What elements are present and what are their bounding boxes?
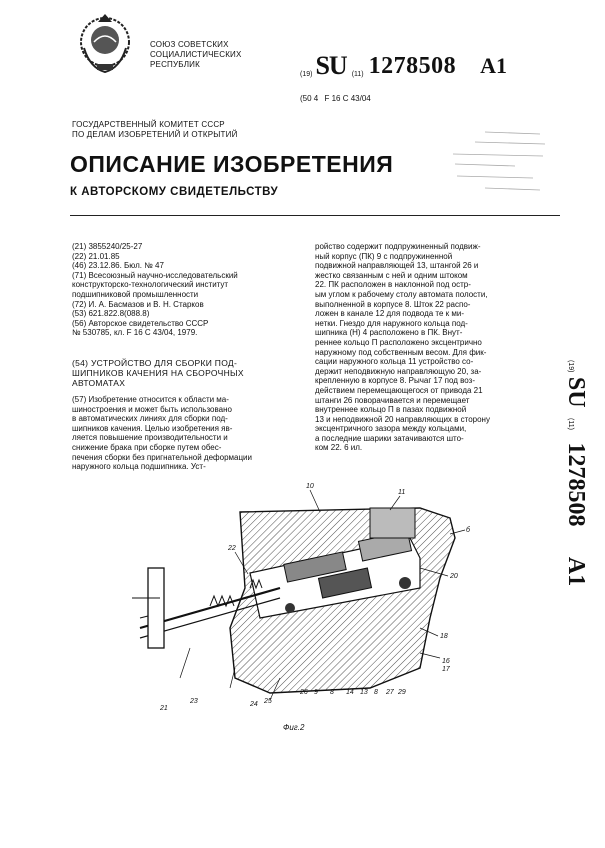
code-11: (11) <box>351 71 364 78</box>
biblio-line: подшипниковой промышленности <box>72 289 199 299</box>
drawing-label: 24 <box>250 701 258 708</box>
abstract-line: реннее кольцо П расположено эксцентрично <box>315 337 482 347</box>
drawing-label: 14 <box>346 689 354 696</box>
library-stamp <box>445 124 550 199</box>
drawing-label: 22 <box>228 545 236 552</box>
ipc-value: F 16 C 43/04 <box>324 94 371 103</box>
abstract-line: а последние шарики затачиваются што- <box>315 433 464 443</box>
abstract-line: действием перемещающегося от привода 21 <box>315 385 483 395</box>
abstract-line: ком 22. 6 ил. <box>315 443 363 453</box>
abstract-line: держит неподвижную направляющую 20, за- <box>315 366 482 376</box>
side-patent-number-value: 1278508 <box>563 442 589 527</box>
invention-title-line: ШИПНИКОВ КАЧЕНИЯ НА СБОРОЧНЫХ <box>72 368 244 378</box>
biblio-line: (72) И. А. Басмазов и В. Н. Старков <box>72 299 204 309</box>
abstract-line: ложен в канале 12 для подвода те к ми- <box>315 309 465 319</box>
drawing-label: 10 <box>306 483 314 490</box>
invention-title <box>72 358 302 388</box>
ipc-code: (50 4 <box>300 94 319 103</box>
drawing-label: 27 <box>386 689 394 696</box>
abstract-line: наружному под собственным весом. Для фик- <box>315 347 487 357</box>
drawing-label: 29 <box>398 689 406 696</box>
abstract-line: нетки. Гнездо для наружного кольца под- <box>315 318 468 328</box>
figure-caption: Фиг.2 <box>283 723 305 732</box>
union-name <box>150 40 242 70</box>
abstract-line: штанги 26 поворачивается и перемещает <box>315 395 470 405</box>
side-patent-number <box>555 360 595 700</box>
drawing-label: 20 <box>450 573 458 580</box>
abstract-line: шипников качения. Целью изобретения яв- <box>72 423 233 433</box>
drawing-label: 11 <box>398 489 406 496</box>
committee-line: ПО ДЕЛАМ ИЗОБРЕТЕНИЙ И ОТКРЫТИЙ <box>72 130 238 139</box>
union-line: СОЦИАЛИСТИЧЕСКИХ <box>150 50 242 59</box>
abstract-line: выполненной в корпусе 8. Шток 22 распо- <box>315 299 471 309</box>
biblio-line: (71) Всесоюзный научно-исследовательский <box>72 270 238 280</box>
side-code-11: (11) <box>567 418 574 430</box>
abstract-line: снижение брака при сборке путем обес- <box>72 442 222 452</box>
drawing-label: 13 <box>360 689 368 696</box>
bibliographic-data <box>72 242 302 338</box>
union-line: РЕСПУБЛИК <box>150 60 200 69</box>
drawing-label: б <box>466 527 470 534</box>
abstract-line: сации наружного кольца 11 устройство со- <box>315 357 474 367</box>
abstract-line: (57) Изобретение относится к области ма- <box>72 395 229 404</box>
committee-line: ГОСУДАРСТВЕННЫЙ КОМИТЕТ СССР <box>72 120 225 129</box>
drawing-label: 25 <box>264 698 272 705</box>
abstract-line: ым углом к рабочему столу автомата полости, <box>315 289 488 299</box>
code-19: (19) <box>300 71 313 78</box>
drawing-label: 16 <box>442 658 450 665</box>
drawing-label: 8 <box>374 689 378 696</box>
committee <box>72 120 238 140</box>
drawing-label: 26 <box>300 689 308 696</box>
document-subtitle: К АВТОРСКОМУ СВИДЕТЕЛЬСТВУ <box>70 186 279 198</box>
patent-number-block <box>300 50 507 78</box>
union-line: СОЮЗ СОВЕТСКИХ <box>150 40 229 49</box>
biblio-line: конструкторско-технологический институт <box>72 280 229 290</box>
abstract-line: ный корпус (ПК) 9 с подпружиненной <box>315 251 453 261</box>
side-kind-code: A1 <box>563 556 589 587</box>
abstract-line: шипника (Н) 4 расположено в ПК. Внут- <box>315 328 463 338</box>
biblio-line: (56) Авторское свидетельство СССР <box>72 318 209 328</box>
abstract-column-right <box>315 242 555 453</box>
biblio-line: (46) 23.12.86. Бюл. № 47 <box>72 261 164 271</box>
abstract-line: жестко связанным с ней и одним штоком <box>315 270 468 280</box>
abstract-line: наружного кольца подшипника. Уст- <box>72 462 206 472</box>
abstract-line: подвижной направляющей 13, штангой 26 и <box>315 261 479 271</box>
abstract-line: печения сборки без пригнательной деформации <box>72 452 252 462</box>
header-divider <box>70 215 560 216</box>
technical-drawing <box>120 478 470 720</box>
abstract-line: 13 и неподвижной 20 направляющих в сторону <box>315 414 490 424</box>
invention-title-line: АВТОМАТАХ <box>72 378 126 388</box>
drawing-label: 17 <box>442 666 450 673</box>
abstract-line: внутреннее кольцо П в пазах подвижной <box>315 405 467 415</box>
drawing-label: 8 <box>330 689 334 696</box>
abstract-column-left <box>72 395 304 472</box>
drawing-label: 18 <box>440 633 448 640</box>
drawing-label: 23 <box>190 698 198 705</box>
abstract-line: ройство содержит подпружиненный подвиж- <box>315 242 481 251</box>
drawing-label: 9 <box>314 689 318 696</box>
abstract-line: в автоматических линиях для сборки под- <box>72 414 228 424</box>
biblio-line: (21) 3855240/25-27 <box>72 242 143 251</box>
ipc-classification <box>300 94 371 103</box>
patent-number: 1278508 <box>368 53 457 79</box>
kind-code: A1 <box>480 53 508 78</box>
ussr-emblem <box>70 8 140 80</box>
country-code: SU <box>315 51 347 80</box>
abstract-line: ляется повышение производительности и <box>72 433 228 443</box>
abstract-line: 22. ПК расположен в наклонной под остр- <box>315 280 471 290</box>
abstract-line: крепленную в корпусе 8. Рычаг 17 под воз- <box>315 376 475 386</box>
abstract-line: шиностроения и может быть использовано <box>72 404 232 414</box>
side-code-19: (19) <box>567 360 574 373</box>
biblio-line: (22) 21.01.85 <box>72 251 120 261</box>
invention-title-line: (54) УСТРОЙСТВО ДЛЯ СБОРКИ ПОД- <box>72 358 238 368</box>
document-title: ОПИСАНИЕ ИЗОБРЕТЕНИЯ <box>70 151 394 177</box>
abstract-line: эксцентричного зазора между кольцами, <box>315 424 467 434</box>
side-country-code: SU <box>563 376 589 408</box>
drawing-label: 21 <box>160 705 168 712</box>
biblio-line: (53) 621.822.8(088.8) <box>72 309 150 319</box>
biblio-line: № 530785, кл. F 16 C 43/04, 1979. <box>72 328 198 338</box>
